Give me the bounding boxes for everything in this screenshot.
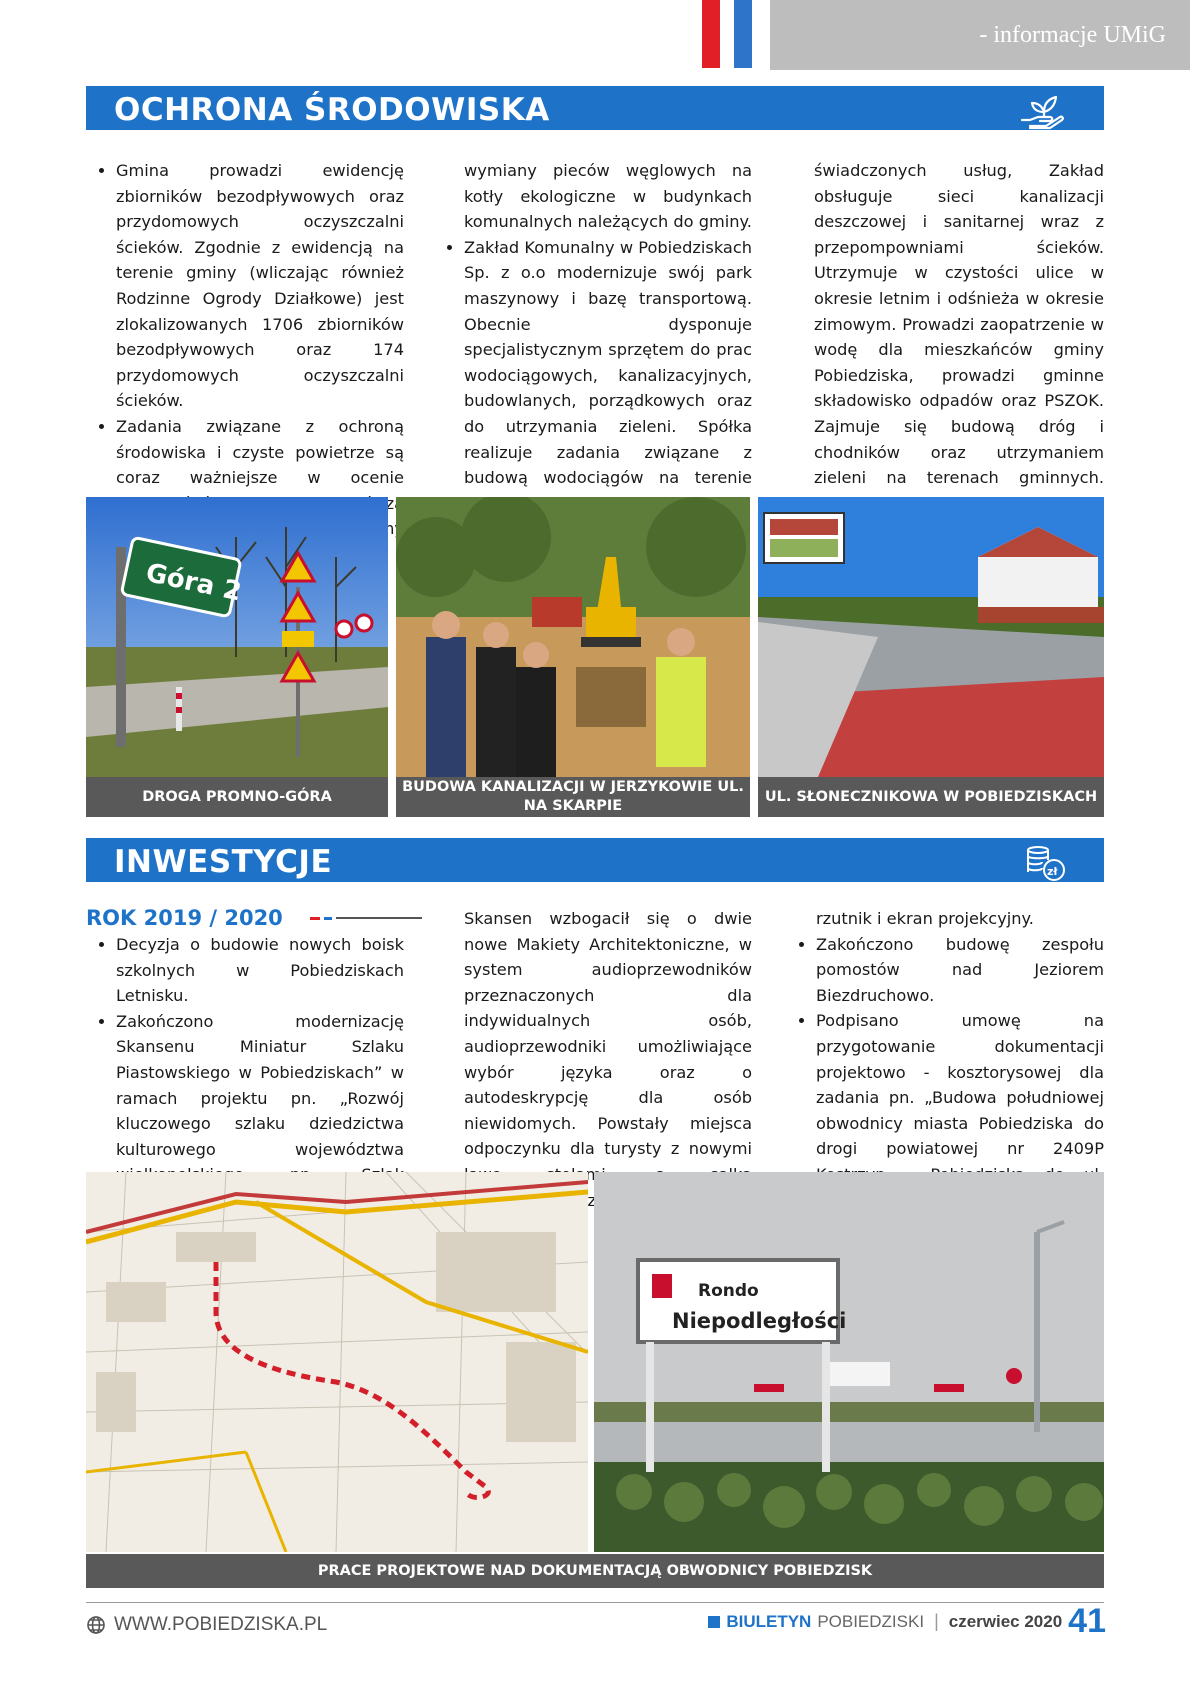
section-banner-inwestycje	[86, 838, 1104, 882]
photo-caption: BUDOWA KANALIZACJI W JERZYKOWIE UL. NA SKARPIE	[396, 777, 750, 817]
magazine-name-bold: BIULETYN	[726, 1611, 812, 1631]
magazine-name: POBIEDZISKI	[817, 1611, 925, 1631]
paragraph-continuation: Skansen wzbogacił się o dwie nowe Makiety Architektoniczne, w system audioprzewodników przeznaczonych dla indywidualnych osób, audioprzewodniki umożliwiające wybór języka oraz o autodeskrypcję dla osób niewidomych. Powstały miejsca odpoczynku dla turysty z nowymi	[464, 909, 752, 1159]
road-sign-text: Góra 2	[143, 558, 244, 608]
photo-budowa-kanalizacji	[396, 497, 750, 777]
bullet-environment-tasks: • Zadania związane z ochroną środowiska i czyste powietrze są coraz ważniejsze w ocenie za	[116, 414, 404, 568]
map-obwodnica	[86, 1172, 588, 1552]
bullet-boiska: • Decyzja o budowie nowych boisk szkolnych w Pobiedziskach Letnisku.	[116, 932, 404, 1009]
bullet-pomosty: • Zakończono budowę zespołu pomostów nad Jeziorem Biezdruchowo.	[816, 932, 1104, 1009]
text-column-2	[434, 158, 752, 516]
section-title: INWESTYCJE	[114, 844, 333, 880]
globe-icon	[86, 1615, 106, 1635]
website-link[interactable]: WWW.POBIEDZISKA.PL	[114, 1614, 328, 1635]
text-column-3	[786, 906, 1104, 1213]
issue-date: czerwiec 2020	[948, 1611, 1063, 1631]
sign-line-1: Rondo	[698, 1281, 759, 1301]
photo-ul-slonecznikowa	[758, 497, 1104, 777]
subheading-rule	[336, 917, 422, 919]
year-subheading: ROK 2019 / 2020	[86, 906, 283, 930]
footer-website[interactable]	[86, 1614, 327, 1636]
zloty-label: zł	[1047, 865, 1058, 878]
footer-separator: |	[934, 1611, 939, 1631]
coins-zloty-icon	[1008, 842, 1078, 884]
header-red-stripe	[702, 0, 720, 68]
bottom-caption: PRACE PROJEKTOWE NAD DOKUMENTACJĄ OBWODNICY POBIEDZISK	[86, 1554, 1104, 1588]
bullet-zaklad-komunalny: • Zakład Komunalny w Pobiedziskach Sp. z o.o modernizuje swój park maszynowy i bazę transportową. Obecnie dysponuje specjalistycznym sprzętem do prac wodociągowych, kanalizacyjnych, budowlanych, porządkowych oraz do utrzymania zieleni. Spółka realizuje zadania związane z budową wodociągów na terenie	[464, 235, 752, 517]
bullet-evidence: • Gmina prowadzi ewidencję zbiorników bezodpływowych oraz przydomowych oczyszczalni ścieków. Zgodnie z ewidencją na terenie gminy (wliczając również Rodzinne Ogrody Działkowe) jest zlokalizowanych 1706 zbiorników bezodpływowych oraz 174 przydomowych oczyszczalni ścieków.	[116, 158, 404, 414]
subheading-dash-blue	[324, 917, 332, 920]
bullet-skansen: • Zakończono modernizację Skansenu Miniatur Szlaku Piastowskiego w Pobiedziskach” w ramach projektu pn. „Rozwój kluczowego szlaku dziedzictwa kulturowego województwa	[116, 1009, 404, 1214]
paragraph-continuation: rzutnik i ekran projekcyjny.	[816, 909, 1034, 928]
photo-droga-promno-gora	[86, 497, 388, 777]
photo-caption: UL. SŁONECZNIKOWA W POBIEDZISKACH	[758, 777, 1104, 817]
subheading-dash-red	[310, 917, 320, 920]
paragraph-continuation: wymiany pieców węglowych na kotły ekologiczne w budynkach komunalnych należących do gminy.	[464, 161, 752, 232]
section-tag-box	[770, 0, 1190, 70]
bullet-obwodnica: • Podpisano umowę na przygotowanie dokumentacji projektowo - kosztorysowej dla zadania pn. „Budowa południowej obwodnicy miasta Pobiedziska do drogi powiatowej nr 2409P	[816, 1008, 1104, 1213]
section-title: OCHRONA ŚRODOWISKA	[114, 92, 550, 128]
photo-caption: DROGA PROMNO-GÓRA	[86, 777, 388, 817]
hand-plant-icon	[1008, 90, 1078, 132]
sign-line-2: Niepodległości	[672, 1309, 847, 1333]
square-icon	[708, 1616, 720, 1628]
section-banner-ochrona	[86, 86, 1104, 130]
paragraph-continuation: świadczonych usług, Zakład obsługuje sieci kanalizacji deszczowej i sanitarnej wraz z przepompowniami ścieków. Utrzymuje w czystości ulice w okresie letnim i odśnieża w okresie zimowym. Prowadzi zaopatrzenie w wodę dla mieszkańców gminy Pobiedziska, prowadzi gminne składowisko odpadów oraz PSZOK. Zajmuje się budową dróg i chodników oraz utrzymaniem zieleni na terenach gminnych.	[814, 161, 1104, 488]
page-number: 41	[1068, 1602, 1106, 1640]
header-blue-stripe	[734, 0, 752, 68]
footer-publication	[708, 1602, 1106, 1641]
photo-rondo-niepodleglosci	[594, 1172, 1104, 1552]
section-tag: - informacje UMiG	[979, 22, 1166, 48]
